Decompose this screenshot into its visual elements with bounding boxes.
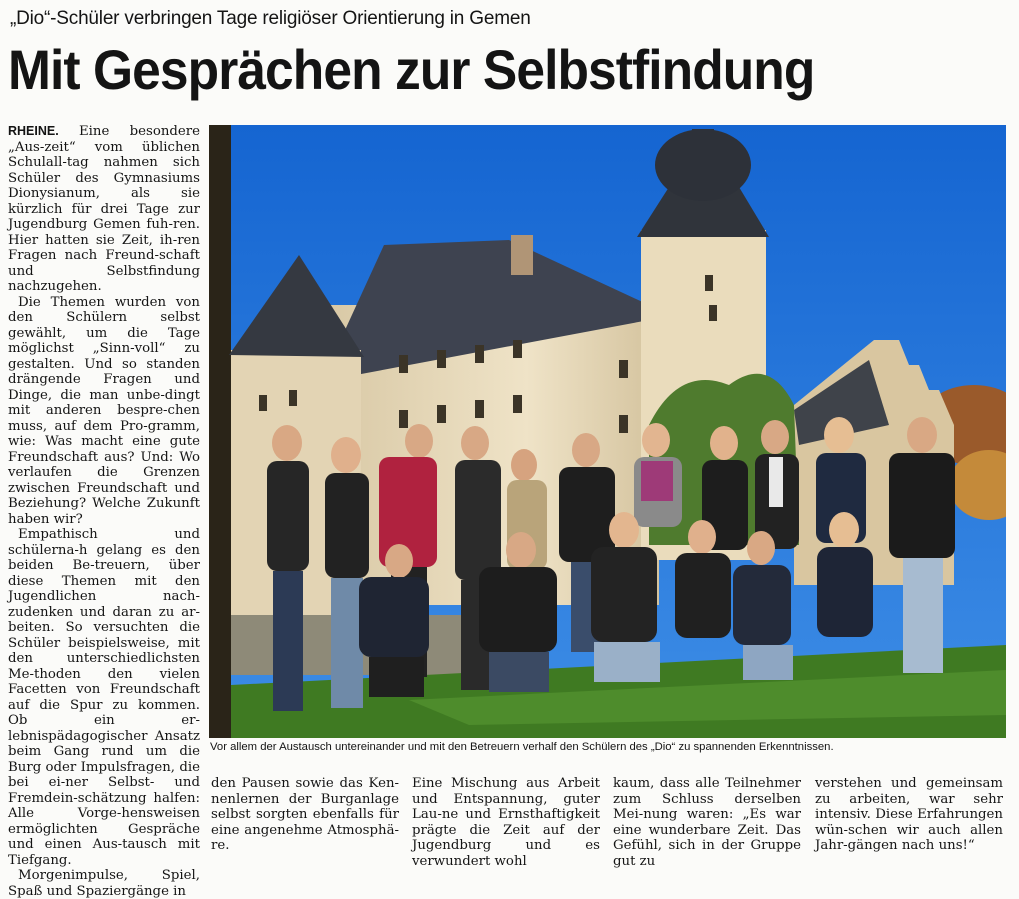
article-kicker: „Dio“-Schüler verbringen Tage religiöser Orientierung in Gemen (10, 8, 531, 29)
article-paragraph-1 (8, 124, 200, 295)
article-column-4 (613, 776, 801, 869)
article-column-3 (412, 776, 600, 869)
article-paragraph-2: Die Themen wurden von den Schülern selbst gewählt, um die Tage möglichst „Sinn-voll“ zu gestalten. Und so standen drängende Fragen und Dinge, die man unbe-dingt mit anderen bespre-chen muss, auf dem Pro-gramm, wie: Was macht eine gute Freundschaft aus? Und: Wo verlaufen die Grenzen zwischen Freundschaft und Beziehung? Welche Zukunft haben wir? (8, 294, 200, 527)
chimney (511, 235, 533, 275)
article-paragraph-3: Empathisch und schülerna-h gelang es den beiden Be-treuern, über diese Themen mit den Jugendlichen nach-zudenken und daran zu ar-beiten. So versuchten die Schüler beispielsweise, mit den unterschiedlichsten Me-thoden den vielen Facetten von Freundschaft auf die Spur zu kommen. Ob ein er-lebnispädagogischer Ansatz beim Gang rund um die Burg oder Impulsfragen, die bei ei-ner Selbst- und Fremdein-schätzung halfen: Alle Vorge-hensweisen ermöglichten Gespräche und einen Aus-tausch mit Tiefgang. (8, 527, 200, 868)
dateline: RHEINE. (8, 124, 59, 138)
article-paragraph-4b: den Pausen sowie das Ken-nenlernen der Burganlage selbst sorgten ebenfalls für eine angenehme Atmosphä-re. (211, 776, 399, 853)
article-column-1 (8, 124, 200, 899)
article-column-5 (815, 776, 1003, 854)
left-tree (209, 125, 231, 738)
group-photo (209, 125, 1006, 738)
article-headline: Mit Gesprächen zur Selbstfindung (8, 38, 815, 101)
photo-caption: Vor allem der Austausch untereinander und mit den Betreuern verhalf den Schülern des „Dio“ zu spannenden Erkenntnissen. (210, 741, 834, 753)
article-paragraph-4a: Morgenimpulse, Spiel, Spaß und Spaziergänge in (8, 868, 200, 899)
tower-lantern (692, 129, 714, 147)
article-paragraph-5c: verstehen und gemeinsam zu arbeiten, war sehr intensiv. Diese Erfahrungen wün-schen wir auch allen Jahr-gängen nach uns!“ (815, 776, 1003, 853)
paragraph-1-text: Eine besondere „Aus-zeit“ vom üblichen Schulall-tag nahmen sich Schüler des Gymnasiums Dionysianum, als sie kürzlich für drei Tage zur Jugendburg Gemen fuh-ren. Hier hatten sie Zeit, ih-ren Fragen nach Freund-schaft und Selbstfindung nachzugehen. (8, 124, 200, 294)
article-paragraph-5a: Eine Mischung aus Arbeit und Entspannung, guter Lau-ne und Ernsthaftigkeit prägte die Zeit auf der Jugendburg und es verwundert wohl (412, 776, 600, 869)
article-column-2 (211, 776, 399, 854)
article-paragraph-5b: kaum, dass alle Teilnehmer zum Schluss derselben Mei-nung waren: „Es war eine wunderbare Zeit. Das Gefühl, sich in der Gruppe gut zu (613, 776, 801, 869)
